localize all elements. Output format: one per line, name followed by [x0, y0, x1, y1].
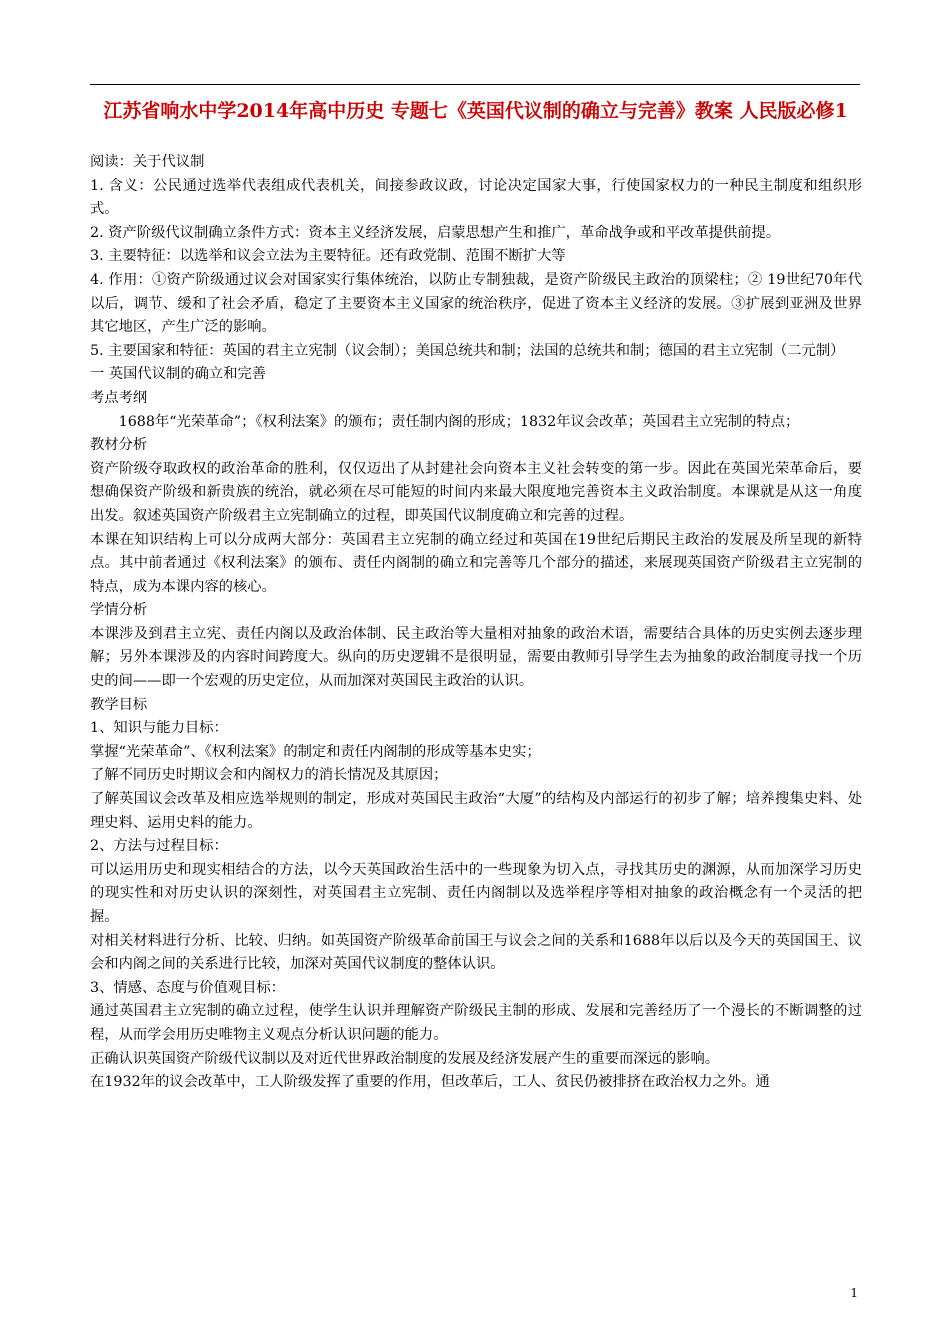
goal-item-1: 掌握“光荣革命”、《权利法案》的制定和责任内阁制的形成等基本史实； — [90, 743, 541, 760]
paragraph-conditions: 2. 资产阶级代议制确立条件方式：资本主义经济发展，启蒙思想产生和推广，革命战争或和平改革提供前提。 — [90, 224, 781, 241]
paragraph-features: 3. 主要特征：以选举和议会立法为主要特征。还有政党制、范围不断扩大等 — [90, 248, 566, 265]
paragraph-textbook-1: 资产阶级夺取政权的政治革命的胜利，仅仅迈出了从封建社会向资本主义社会转变的第一步。因此在英国光荣革命后，要想确保资产阶级和新贵族的统治，就必须在尽可能短的时间内来最大限度地完善资本主义政治制度。本课就是从这一角度出发。叙述英国资产阶级君主立宪制确立的过程，即英国代议制度确立和完善的过程。 — [90, 460, 862, 524]
document-title: 江苏省响水中学2014年高中历史 专题七《英国代议制的确立与完善》教案 人民版必修1 — [103, 100, 848, 122]
paragraph-textbook-2: 本课在知识结构上可以分成两大部分：英国君主立宪制的确立经过和英国在19世纪后期民主政治的发展及所呈现的新特点。其中前者通过《权利法案》的颁布、责任内阁制的确立和完善等几个部分的描述，来展现英国资产阶级君主立宪制的特点，成为本课内容的核心。 — [90, 531, 862, 595]
paragraph-definition: 1. 含义：公民通过选举代表组成代表机关，间接参政议政，讨论决定国家大事，行使国家权力的一种民主制度和组织形式。 — [90, 177, 862, 218]
subheading-exam-outline: 考点考纲 — [90, 389, 148, 406]
paragraph-countries: 5. 主要国家和特征：英国的君主立宪制（议会制）；美国总统共和制；法国的总统共和制；德国的君主立宪制（二元制） — [90, 342, 845, 359]
goal-item-2: 了解不同历史时期议会和内阁权力的消长情况及其原因； — [90, 767, 448, 784]
values-paragraph-1: 通过英国君主立宪制的确立过程，使学生认识并理解资产阶级民主制的形成、发展和完善经历了一个漫长的不断调整的过程，从而学会用历史唯物主义观点分析认识问题的能力。 — [90, 1003, 862, 1043]
header-rule — [90, 84, 860, 85]
subheading-textbook-analysis: 教材分析 — [90, 437, 148, 454]
page-number: 1 — [850, 1286, 858, 1300]
method-paragraph-1: 可以运用历史和现实相结合的方法，以今天英国政治生活中的一些现象为切入点，寻找其历史的渊源，从而加深学习历史的现实性和对历史认识的深刻性，对英国君主立宪制、责任内阁制以及选举程序等相对抽象的政治概念有一个灵活的把握。 — [90, 861, 862, 925]
goal-heading-values: 3、情感、态度与价值观目标： — [90, 979, 285, 996]
goal-heading-method: 2、方法与过程目标： — [90, 838, 228, 855]
subheading-student-analysis: 学情分析 — [90, 602, 148, 619]
paragraph-effects: 4. 作用：①资产阶级通过议会对国家实行集体统治，以防止专制独裁，是资产阶级民主政治的顶梁柱；② 19世纪70年代以后，调节、缓和了社会矛盾，稳定了主要资本主义国家的统治秩序，促进了资本主义经济的发展。③扩展到亚洲及世界其它地区，产生广泛的影响。 — [90, 271, 862, 336]
subheading-teaching-goals: 教学目标 — [90, 696, 148, 713]
paragraph-student-analysis: 本课涉及到君主立宪、责任内阁以及政治体制、民主政治等大量相对抽象的政治术语，需要结合具体的历史实例去逐步理解；另外本课涉及的内容时间跨度大。纵向的历史逻辑不是很明显，需要由教师引导学生去为抽象的政治制度寻找一个历史的间——即一个宏观的历史定位，从而加深对英国民主政治的认识。 — [90, 625, 862, 690]
paragraph-exam-points: 1688年“光荣革命”；《权利法案》的颁布；责任制内阁的形成；1832年议会改革；英国君主立宪制的特点； — [118, 413, 800, 430]
goal-heading-knowledge: 1、知识与能力目标： — [90, 720, 228, 737]
values-paragraph-2: 正确认识英国资产阶级代议制以及对近代世界政治制度的发展及经济发展产生的重要而深远的影响。 — [90, 1050, 720, 1067]
paragraph-reading-heading: 阅读：关于代议制 — [90, 154, 205, 170]
document-body — [90, 151, 862, 1095]
method-paragraph-2: 对相关材料进行分析、比较、归纳。如英国资产阶级革命前国王与议会之间的关系和1688年以后以及今天的英国国王、议会和内阁之间的关系进行比较，加深对英国代议制度的整体认识。 — [90, 932, 862, 973]
values-paragraph-3: 在1932年的议会改革中，工人阶级发挥了重要的作用，但改革后，工人、贫民仍被排挤在政治权力之外。通 — [90, 1074, 770, 1091]
section-heading-1: 一 英国代议制的确立和完善 — [90, 366, 267, 383]
goal-item-3: 了解英国议会改革及相应选举规则的制定，形成对英国民主政治“大厦”的结构及内部运行的初步了解；培养搜集史料、处理史料、运用史料的能力。 — [90, 791, 862, 831]
